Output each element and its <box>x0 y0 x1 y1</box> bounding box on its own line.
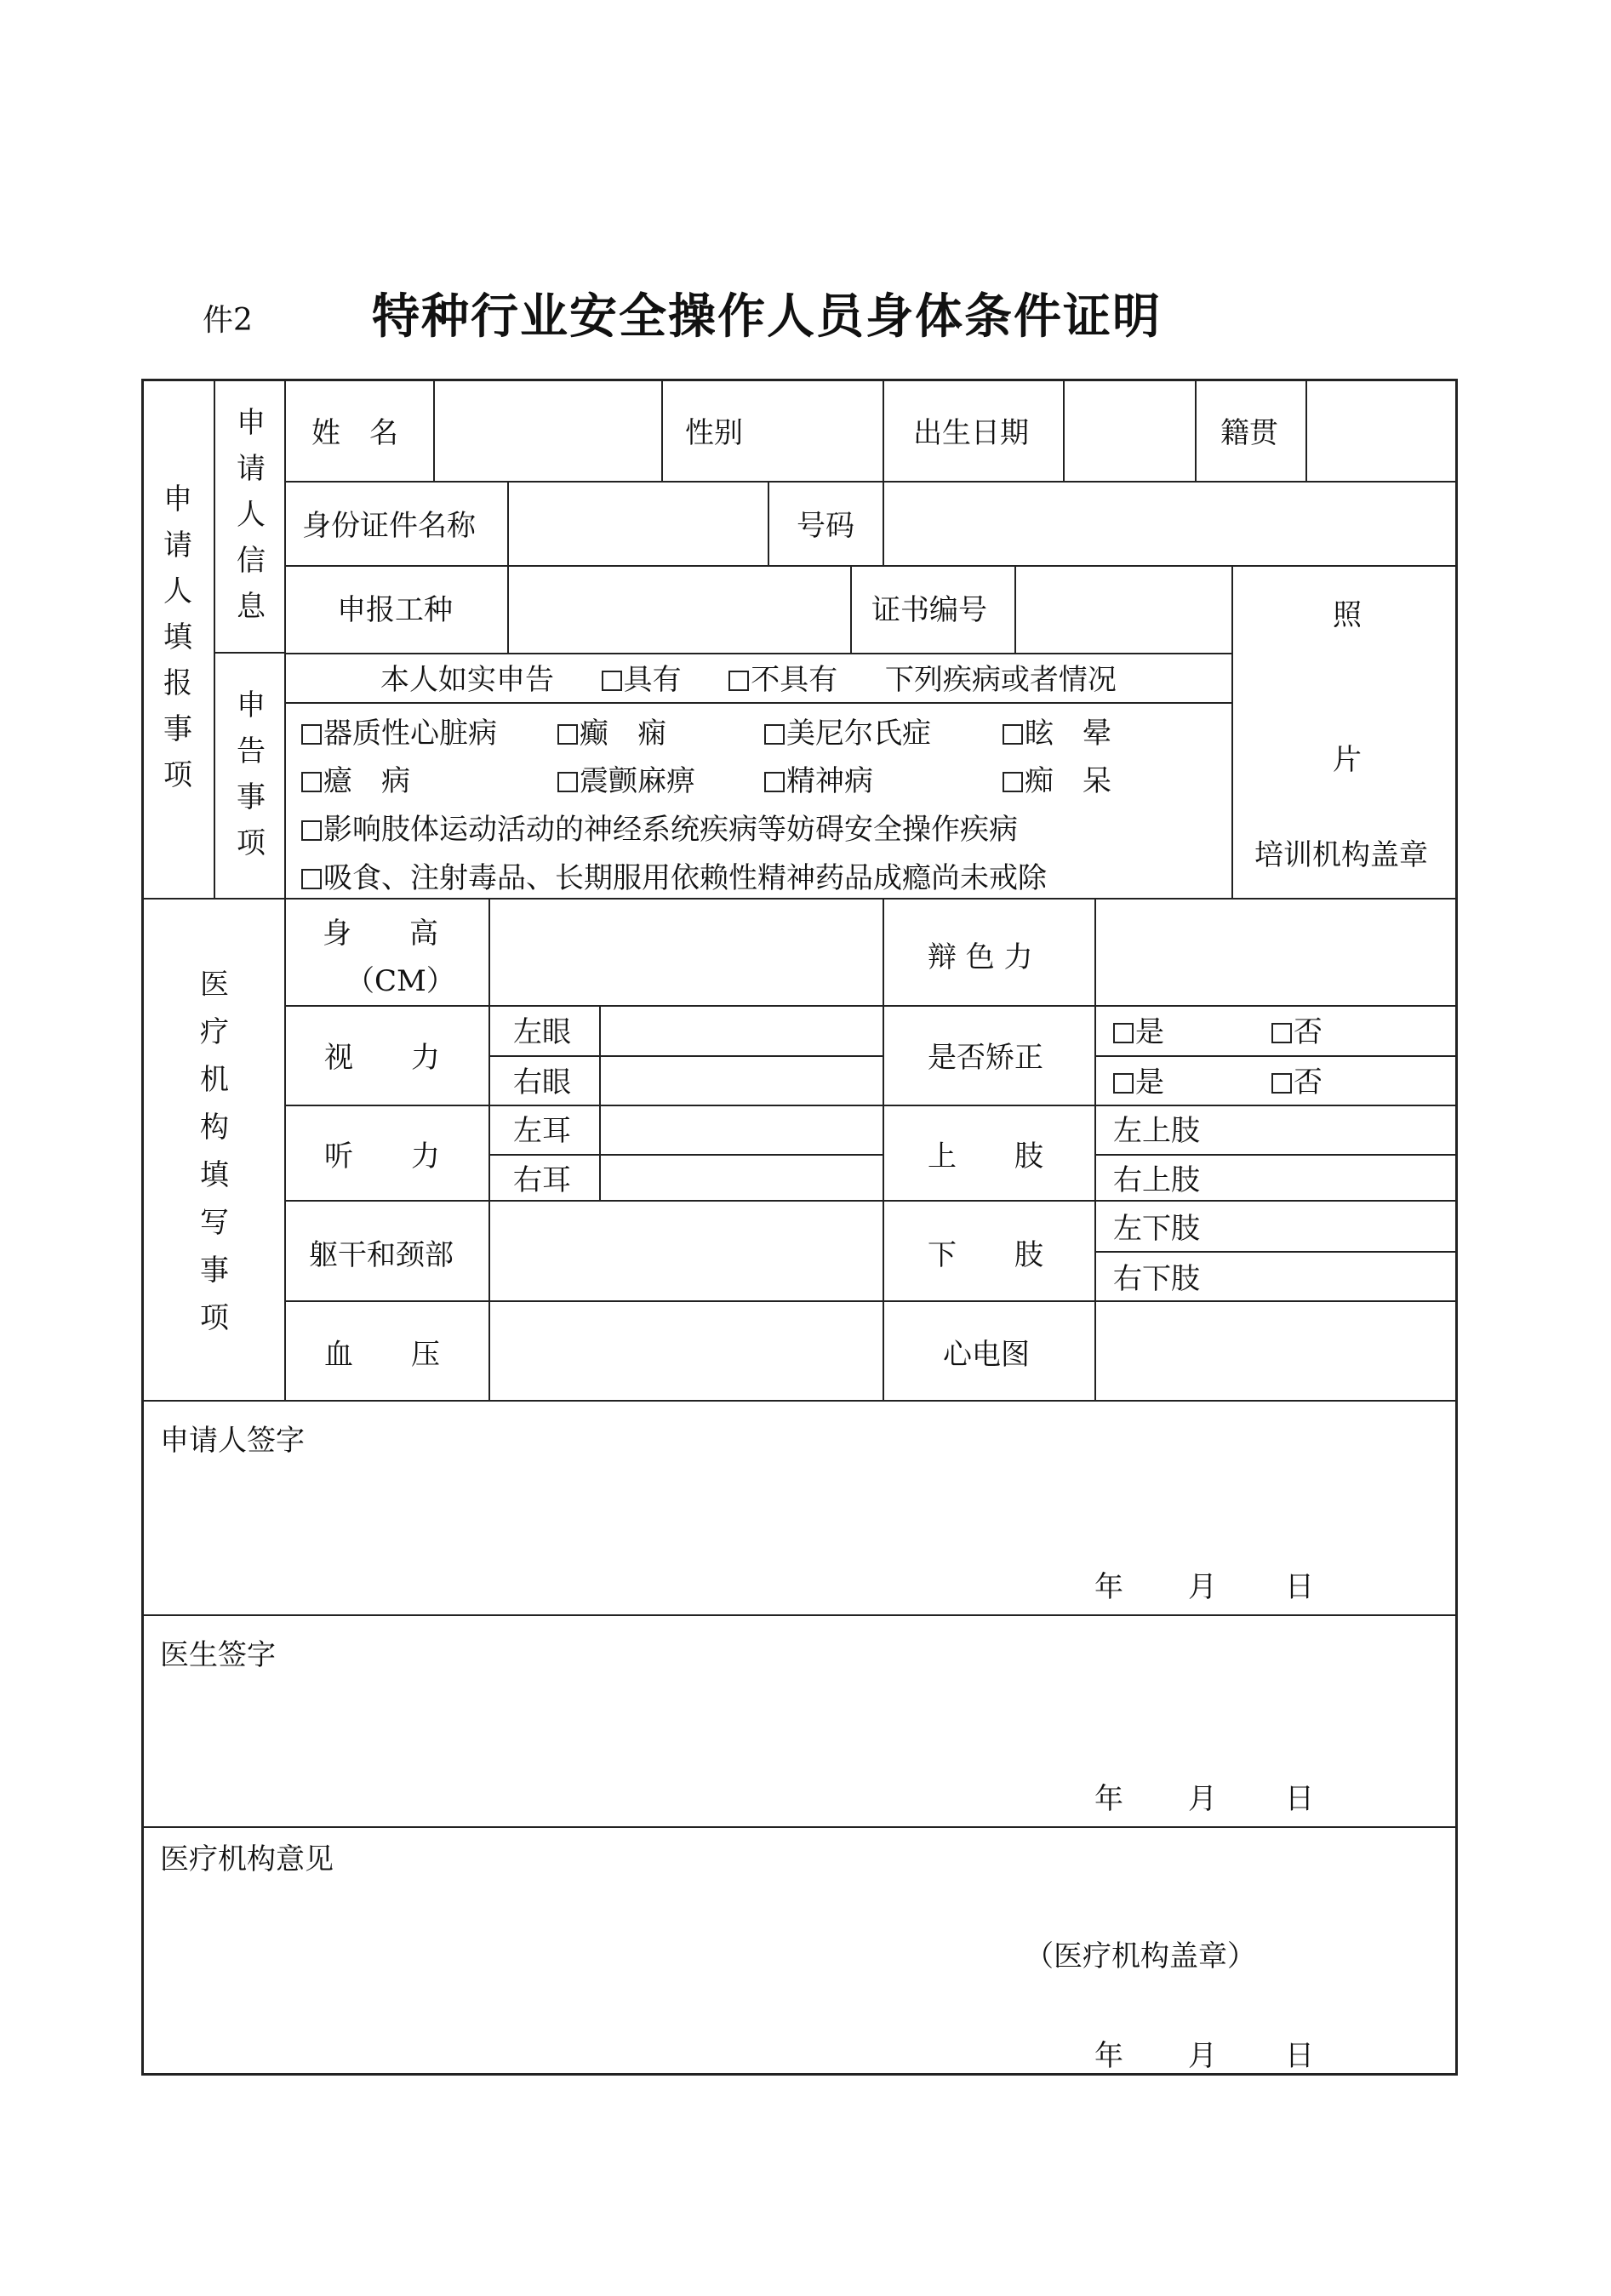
disease-label: 眩 晕 <box>1025 717 1111 751</box>
divider <box>141 1826 1458 1828</box>
divider <box>488 1055 883 1057</box>
have-label: 具有 <box>623 663 682 697</box>
label-char: 申 <box>237 688 266 722</box>
vision-label: 视 力 <box>324 1041 440 1075</box>
label-char: 事 <box>163 712 192 746</box>
disease-item <box>764 764 873 798</box>
divider <box>214 652 286 654</box>
ecg-label: 心电图 <box>943 1338 1030 1372</box>
yes-label: 是 <box>1135 1015 1164 1049</box>
date-day: 日 <box>1285 2039 1314 2073</box>
divider <box>1195 379 1197 483</box>
disease-checkbox[interactable] <box>1003 724 1023 745</box>
height-unit: （CM） <box>346 964 455 998</box>
disease-item <box>557 764 695 798</box>
medical-section-label <box>200 970 229 1333</box>
date-day: 日 <box>1285 1782 1314 1816</box>
annex-number: 件2 <box>203 303 253 338</box>
label-char: 人 <box>237 498 266 532</box>
height-label: 身 高 <box>323 917 438 951</box>
divider <box>661 379 663 483</box>
name-label: 姓 名 <box>311 416 398 450</box>
label-char: 报 <box>163 666 192 700</box>
divider <box>141 1614 1458 1616</box>
disease-checkbox[interactable] <box>557 724 578 745</box>
divider <box>599 1005 601 1201</box>
divider <box>1094 1055 1458 1057</box>
disease-label: 吸食、注射毒品、长期服用依赖性精神药品成瘾尚未戒除 <box>323 861 1047 895</box>
medical-stamp-label: （医疗机构盖章） <box>1025 1939 1256 1973</box>
applicant-signature-label: 申请人签字 <box>160 1424 305 1458</box>
training-stamp-label: 培训机构盖章 <box>1254 838 1428 872</box>
declaration-suffix: 下列疾病或者情况 <box>884 663 1117 697</box>
date-year: 年 <box>1094 1570 1123 1604</box>
not-have-label: 不具有 <box>751 663 838 697</box>
date-year: 年 <box>1094 1782 1123 1816</box>
disease-checkbox[interactable] <box>764 772 785 792</box>
disease-label: 癫 痫 <box>580 717 666 751</box>
label-char: 信 <box>237 544 266 578</box>
divider <box>284 653 1231 654</box>
date-month: 月 <box>1188 2039 1217 2073</box>
form-title: 特种行业安全操作人员身体条件证明 <box>372 288 1162 345</box>
divider <box>883 379 884 567</box>
label-char: 填 <box>200 1158 229 1192</box>
disease-label: 痴 呆 <box>1025 764 1111 798</box>
left-ear-label: 左耳 <box>513 1114 571 1148</box>
no-checkbox[interactable] <box>1271 1073 1292 1094</box>
certificate-number-label: 证书编号 <box>871 593 987 627</box>
divider <box>284 702 1231 704</box>
divider <box>488 1154 883 1156</box>
work-type-label: 申报工种 <box>337 593 453 627</box>
id-type-label: 身份证件名称 <box>302 509 476 543</box>
disease-item <box>764 717 931 751</box>
disease-item <box>301 764 410 798</box>
label-char: 请 <box>237 452 266 486</box>
label-char: 息 <box>237 590 266 624</box>
disease-checkbox[interactable] <box>301 772 322 792</box>
disease-label: 精神病 <box>786 764 873 798</box>
disease-checkbox[interactable] <box>557 772 578 792</box>
divider <box>284 1200 1458 1202</box>
divider <box>850 565 852 654</box>
disease-checkbox[interactable] <box>301 724 322 745</box>
date-month: 月 <box>1188 1570 1217 1604</box>
blood-pressure-label: 血 压 <box>324 1338 440 1372</box>
divider <box>284 379 286 1400</box>
doctor-signature-label: 医生签字 <box>160 1638 276 1672</box>
label-char: 告 <box>237 734 266 768</box>
trunk-neck-label: 躯干和颈部 <box>309 1238 454 1272</box>
disease-item <box>301 813 1018 847</box>
disease-item <box>557 717 666 751</box>
declaration-text <box>380 663 1117 697</box>
label-char: 项 <box>200 1301 229 1335</box>
id-number-label: 号码 <box>797 509 854 543</box>
right-eye-label: 右眼 <box>513 1065 571 1099</box>
applicant-info-label <box>237 406 266 624</box>
disease-item <box>1003 717 1111 751</box>
not-have-checkbox[interactable] <box>728 671 749 691</box>
disease-checkbox[interactable] <box>301 820 322 841</box>
disease-label: 震颤麻痹 <box>580 764 695 798</box>
divider <box>284 1300 1458 1302</box>
left-eye-label: 左眼 <box>513 1015 571 1049</box>
medical-opinion-label: 医疗机构意见 <box>160 1842 334 1876</box>
no-label: 否 <box>1294 1065 1323 1099</box>
divider <box>141 898 1458 900</box>
divider <box>1305 379 1307 483</box>
divider <box>214 379 215 900</box>
divider <box>433 379 435 483</box>
divider <box>1014 565 1016 654</box>
no-checkbox[interactable] <box>1271 1023 1292 1043</box>
divider <box>141 1400 1458 1402</box>
corrected-no-left <box>1271 1015 1323 1049</box>
label-char: 疗 <box>200 1015 229 1049</box>
date-year: 年 <box>1094 2039 1123 2073</box>
yes-checkbox[interactable] <box>1113 1073 1134 1094</box>
date-month: 月 <box>1188 1782 1217 1816</box>
gender-label: 性别 <box>685 416 743 450</box>
divider <box>284 1005 1458 1007</box>
upper-limb-label: 上 肢 <box>928 1139 1043 1174</box>
correction-label: 是否矫正 <box>928 1041 1043 1075</box>
yes-label: 是 <box>1135 1065 1164 1099</box>
label-char: 事 <box>237 780 266 814</box>
divider <box>768 481 769 567</box>
declaration-prefix: 本人如实申告 <box>380 663 554 697</box>
right-ear-label: 右耳 <box>513 1163 571 1197</box>
disease-item <box>301 861 1047 895</box>
birth-date-label: 出生日期 <box>913 416 1029 450</box>
corrected-no-right <box>1271 1065 1323 1099</box>
disease-label: 癔 病 <box>323 764 410 798</box>
label-char: 写 <box>200 1206 229 1240</box>
corrected-yes-left <box>1113 1015 1164 1049</box>
lower-limb-label: 下 肢 <box>928 1238 1043 1272</box>
divider <box>488 898 490 1402</box>
disease-item <box>301 717 497 751</box>
applicant-section-label <box>163 485 192 790</box>
label-char: 请 <box>163 528 192 563</box>
label-char: 机 <box>200 1063 229 1097</box>
date-day: 日 <box>1285 1570 1314 1604</box>
label-char: 构 <box>200 1111 229 1145</box>
label-char: 事 <box>200 1254 229 1288</box>
form-frame <box>141 379 1458 2076</box>
no-label: 否 <box>1294 1015 1323 1049</box>
disease-label: 器质性心脏病 <box>323 717 497 751</box>
disease-checkbox[interactable] <box>1003 772 1023 792</box>
divider <box>1063 379 1065 483</box>
divider <box>284 565 1458 567</box>
divider <box>883 898 884 1402</box>
photo-label: 照 <box>1333 598 1362 632</box>
divider <box>284 1105 1458 1106</box>
label-char: 项 <box>237 826 266 860</box>
hearing-label: 听 力 <box>324 1139 440 1174</box>
divider <box>1231 565 1233 900</box>
disease-checkbox[interactable] <box>764 724 785 745</box>
divider <box>1094 1251 1458 1253</box>
right-upper-limb-label: 右上肢 <box>1113 1163 1200 1197</box>
disease-label: 影响肢体运动活动的神经系统疾病等妨碍安全操作疾病 <box>323 813 1018 847</box>
disease-item <box>1003 764 1111 798</box>
disease-checkbox[interactable] <box>301 869 322 889</box>
left-lower-limb-label: 左下肢 <box>1113 1212 1200 1246</box>
yes-checkbox[interactable] <box>1113 1023 1134 1043</box>
divider <box>507 481 509 654</box>
right-lower-limb-label: 右下肢 <box>1113 1262 1200 1296</box>
corrected-yes-right <box>1113 1065 1164 1099</box>
label-char: 人 <box>163 574 192 608</box>
label-char: 申 <box>237 406 266 440</box>
label-char: 填 <box>163 620 192 654</box>
color-vision-label: 辩 色 力 <box>928 940 1033 974</box>
photo-label: 片 <box>1333 743 1362 777</box>
label-char: 申 <box>163 483 192 517</box>
divider <box>284 481 1458 483</box>
declaration-label <box>237 688 266 860</box>
left-upper-limb-label: 左上肢 <box>1113 1114 1200 1148</box>
label-char: 项 <box>163 758 192 792</box>
native-place-label: 籍贯 <box>1220 416 1278 450</box>
disease-label: 美尼尔氏症 <box>786 717 931 751</box>
divider <box>1094 1154 1458 1156</box>
have-checkbox[interactable] <box>602 671 622 691</box>
label-char: 医 <box>200 968 229 1002</box>
divider <box>1094 898 1096 1402</box>
